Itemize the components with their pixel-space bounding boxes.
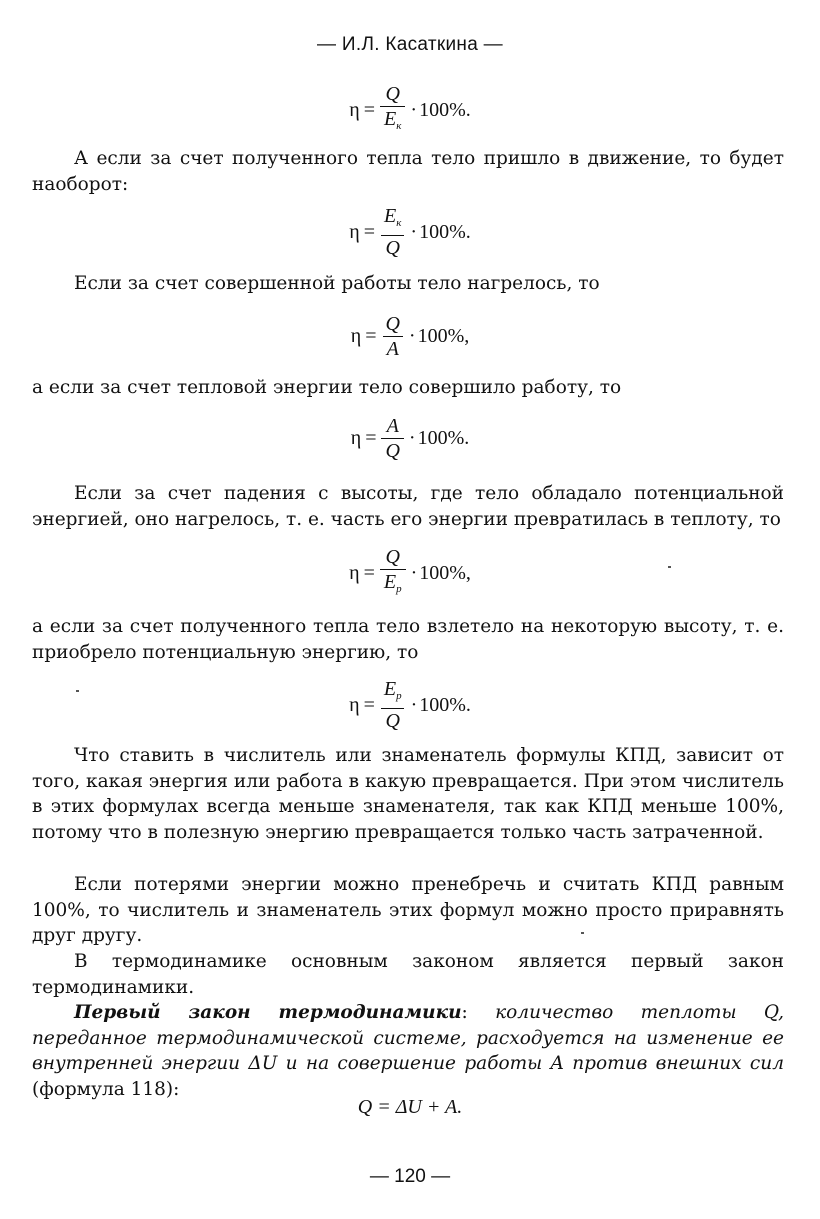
paragraph-8: В термодинамике основным законом является первый закон термодинамики. xyxy=(32,951,784,998)
eta-symbol: η xyxy=(350,427,362,449)
eta-symbol: η xyxy=(349,98,360,121)
multiply-dot: · xyxy=(408,325,416,347)
formula-first-law: Q = ΔU + A. xyxy=(357,1096,463,1118)
denominator: $E_p$ xyxy=(380,569,406,601)
fraction xyxy=(381,312,403,361)
page-number: — 120 — xyxy=(369,1166,451,1187)
punctuation: . xyxy=(465,98,471,121)
denominator: Q xyxy=(381,708,403,733)
eta-symbol: η xyxy=(349,561,360,584)
percent-value: 100% xyxy=(419,693,466,716)
fraction xyxy=(380,204,405,260)
equals-sign: = xyxy=(365,427,377,449)
eta-symbol: η xyxy=(349,220,360,243)
eta-symbol: η xyxy=(350,325,362,347)
paragraph-5: а если за счет полученного тепла тело взлетело на некоторую высоту, т. е. приобрело потенциальную энергию, то xyxy=(32,616,784,663)
formula-efficiency-ek-over-q xyxy=(0,204,820,260)
formula-efficiency-q-over-ep xyxy=(0,545,820,601)
multiply-dot: · xyxy=(410,220,418,243)
paragraph-first-law xyxy=(32,1000,784,1103)
paragraph-1: А если за счет полученного тепла тело пришло в движение, то будет наоборот: xyxy=(32,148,784,195)
punctuation: . xyxy=(465,693,471,716)
equals-sign: = xyxy=(363,220,376,243)
denominator: $E_к$ xyxy=(380,106,405,138)
formula-reference: (формула 118): xyxy=(32,1079,180,1101)
punctuation: . xyxy=(465,220,471,243)
multiply-dot: · xyxy=(410,693,418,716)
percent-value: 100% xyxy=(417,427,465,449)
paragraph-6: Что ставить в числитель или знаменатель формулы КПД, зависит от того, какая энергия или работа в какую превращается. При этом числитель в этих формулах всегда меньше знаменателя, так как КПД меньше 100%, потому что в полезную энергию превращается только часть затраченной. xyxy=(32,745,784,844)
paragraph-2: Если за счет совершенной работы тело нагрелось, то xyxy=(74,273,600,294)
denominator: Q xyxy=(381,235,403,260)
equals-sign: = xyxy=(363,693,375,716)
punctuation: . xyxy=(464,427,470,449)
print-speck xyxy=(581,932,584,934)
numerator: $E_p$ xyxy=(383,678,402,702)
denominator: Q xyxy=(381,438,403,463)
print-speck xyxy=(668,566,671,568)
law-definition: количество теплоты Q, переданное термодинамической системе, расходуется на изменение ее внутренней энергии ΔU и на совершение работы A против внешних сил xyxy=(32,1002,784,1075)
law-colon: : xyxy=(461,1002,468,1023)
multiply-dot: · xyxy=(410,98,418,121)
fraction xyxy=(380,677,406,733)
numerator: A xyxy=(386,415,399,437)
denominator: A xyxy=(383,336,403,361)
eta-symbol: η xyxy=(349,693,360,716)
numerator: $E_к$ xyxy=(384,205,402,229)
equals-sign: = xyxy=(365,325,377,347)
multiply-dot: · xyxy=(410,561,418,584)
print-speck xyxy=(76,690,79,692)
equals-sign: = xyxy=(363,98,376,121)
formula-efficiency-a-over-q xyxy=(0,414,820,463)
paragraph-4: Если за счет падения с высоты, где тело обладало потенциальной энергией, оно нагрелось, т. е. часть его энергии превратилась в теплоту, то xyxy=(32,483,784,530)
punctuation: , xyxy=(464,325,470,347)
numerator: Q xyxy=(385,313,400,335)
running-header: — И.Л. Касаткина — xyxy=(317,34,503,55)
paragraph-7: Если потерями энергии можно пренебречь и считать КПД равным 100%, то числитель и знаменатель этих формул можно просто приравнять друг другу. xyxy=(32,874,784,947)
law-term: Первый закон термодинамики xyxy=(74,1002,462,1023)
formula-efficiency-ep-over-q xyxy=(0,677,820,733)
percent-value: 100% xyxy=(419,220,466,243)
numerator: Q xyxy=(385,546,400,568)
percent-value: 100% xyxy=(417,325,465,347)
paragraph-3: а если за счет тепловой энергии тело совершило работу, то xyxy=(32,377,622,398)
punctuation: , xyxy=(465,561,471,584)
fraction xyxy=(381,414,403,463)
multiply-dot: · xyxy=(408,427,416,449)
fraction xyxy=(380,82,405,138)
equals-sign: = xyxy=(363,561,375,584)
formula-efficiency-q-over-a xyxy=(0,312,820,361)
numerator: Q xyxy=(385,83,400,105)
formula-efficiency-q-over-ek xyxy=(0,82,820,138)
percent-value: 100% xyxy=(419,98,466,121)
fraction xyxy=(380,545,406,601)
percent-value: 100% xyxy=(419,561,466,584)
